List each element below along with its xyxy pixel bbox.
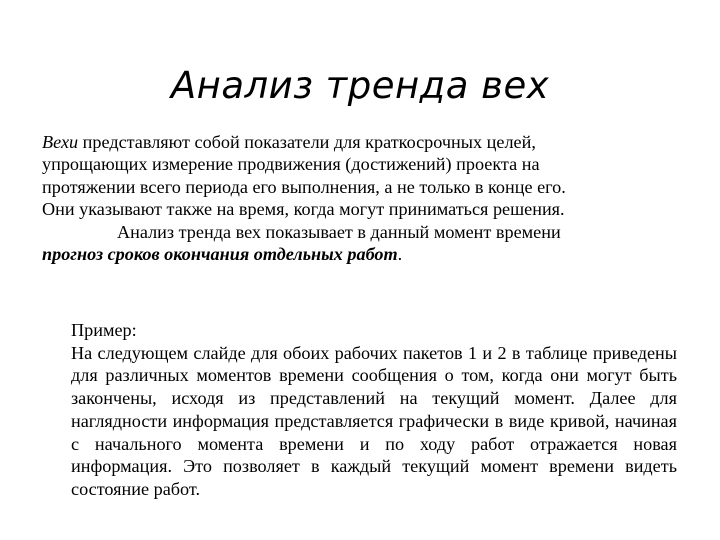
intro-line-6-end: . [397, 244, 403, 265]
example-heading: Пример: [71, 320, 137, 340]
intro-line-3: протяжении всего периода его выполнения, а не только в конце его. [42, 176, 566, 197]
milestones-term: Вехи [42, 132, 79, 152]
intro-line-4: Они указывают также на время, когда могут приниматься решения. [42, 199, 565, 220]
intro-line-1-text: представляют собой показатели для краткосрочных целей, [78, 132, 536, 152]
intro-line-6 [42, 243, 682, 265]
intro-line-1 [42, 131, 682, 153]
example-body: На следующем слайде для обоих рабочих пакетов 1 и 2 в таблице приведены для различных моментов времени сообщения о том, когда они могут быть закончены, исходя из представлений на текущий момент. Далее для наглядности информация представляется графически в виде кривой, начиная с начального момента времени и по ходу работ отражается новая информация. Это позволяет в каждый текущий момент времени видеть состояние работ. [71, 342, 677, 499]
intro-line-2: упрощающих измерение продвижения (достижений) проекта на [42, 154, 540, 175]
intro-line-5: Анализ тренда вех показывает в данный момент времени [117, 221, 561, 242]
example-block [71, 319, 677, 501]
intro-paragraph [42, 131, 682, 265]
forecast-emphasis: прогноз сроков окончания отдельных работ [42, 244, 398, 265]
slide-title: Анализ тренда вех [170, 64, 550, 107]
